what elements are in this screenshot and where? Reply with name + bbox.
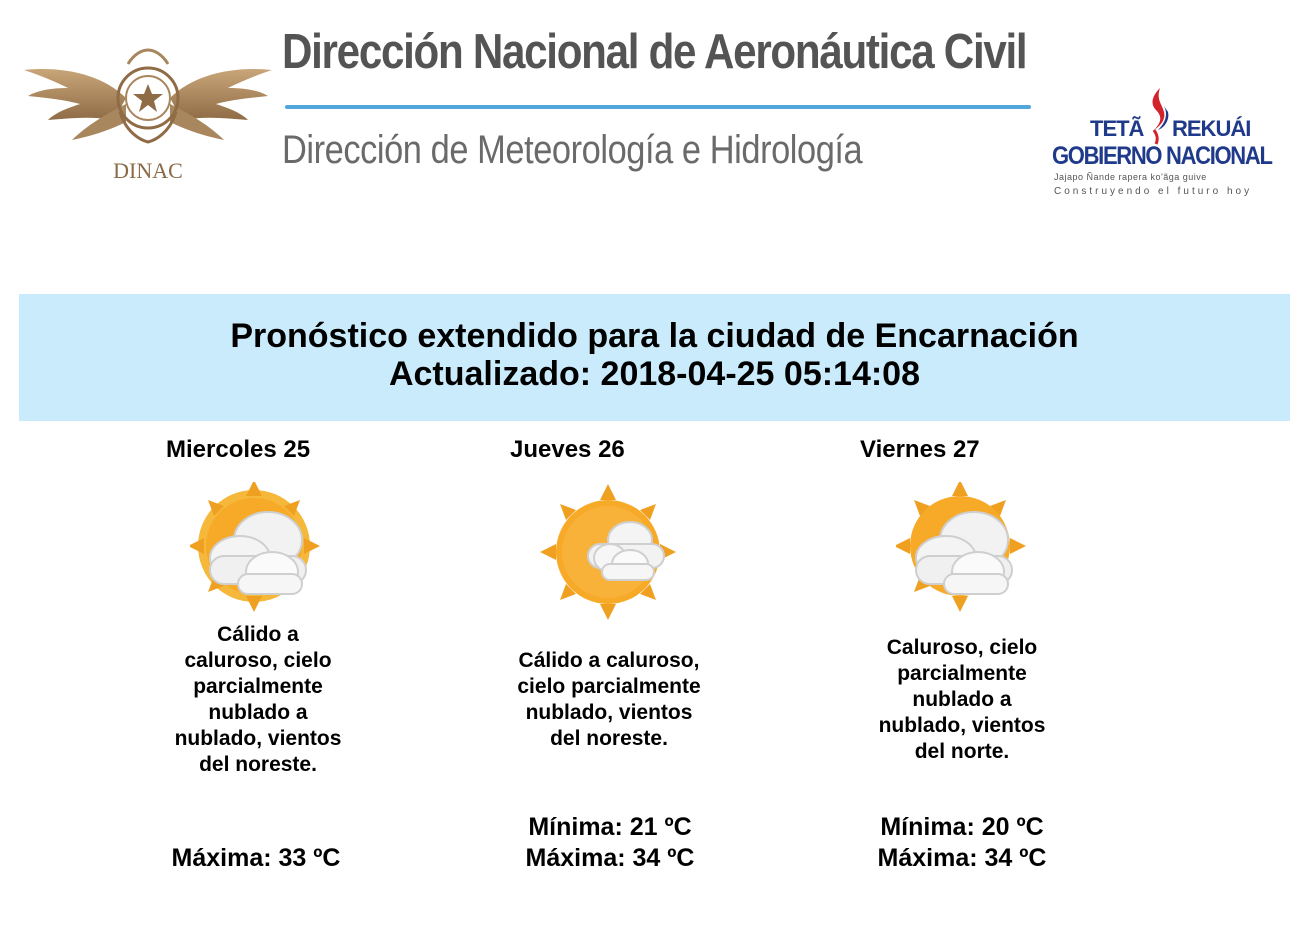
title-divider — [285, 105, 1031, 109]
day-name: Jueves 26 — [510, 436, 625, 463]
temperature-min: Mínima: 21 ºC — [528, 813, 692, 841]
gov-logo-guarani-slogan: Jajapo Ñande rapera ko'ãga guive — [1054, 172, 1207, 182]
description-line: parcialmente — [193, 675, 323, 698]
dinac-wings-emblem-icon — [22, 40, 274, 160]
description-line: nublado a — [208, 701, 308, 724]
description-line: cielo parcialmente — [517, 675, 701, 698]
dinac-logo-text: DINAC — [113, 158, 183, 183]
forecast-description — [858, 635, 1066, 765]
partly-cloudy-icon — [190, 482, 330, 622]
forecast-description — [156, 622, 360, 778]
gobierno-nacional-logo — [1046, 84, 1278, 202]
description-line: nublado, vientos — [525, 701, 693, 724]
forecast-banner — [19, 294, 1290, 421]
day-name: Viernes 27 — [860, 436, 980, 463]
temperature-max: Máxima: 34 ºC — [525, 844, 695, 872]
description-line: nublado, vientos — [878, 714, 1046, 737]
gov-logo-gobierno-nacional: GOBIERNO NACIONAL — [1052, 142, 1272, 170]
description-line: Cálido a — [217, 623, 299, 646]
description-line: parcialmente — [897, 662, 1027, 685]
gov-logo-rekuai: REKUÁI — [1172, 116, 1251, 141]
description-line: nublado, vientos — [174, 727, 342, 750]
temperature-max: Máxima: 33 ºC — [171, 844, 341, 872]
temperature-max: Máxima: 34 ºC — [877, 844, 1047, 872]
description-line: caluroso, cielo — [184, 649, 332, 672]
dinac-logo — [22, 40, 274, 195]
updated-timestamp: Actualizado: 2018-04-25 05:14:08 — [388, 355, 921, 393]
flag-flame-icon — [1146, 86, 1170, 146]
description-line: del norte. — [914, 740, 1010, 763]
forecast-title: Pronóstico extendido para la ciudad de Encarnación — [230, 317, 1079, 355]
forecast-description — [506, 648, 712, 752]
partly-cloudy-icon — [896, 482, 1036, 622]
mostly-sunny-icon — [538, 482, 678, 622]
temperature-min: Mínima: 20 ºC — [880, 813, 1044, 841]
description-line: nublado a — [912, 688, 1012, 711]
description-line: Caluroso, cielo — [886, 636, 1038, 659]
org-subtitle: Dirección de Meteorología e Hidrología — [282, 128, 863, 172]
description-line: Cálido a caluroso, — [518, 649, 700, 672]
gov-logo-slogan: Construyendo el futuro hoy — [1054, 186, 1253, 197]
description-line: del noreste. — [199, 753, 317, 776]
org-title: Dirección Nacional de Aeronáutica Civil — [282, 25, 1027, 79]
day-name: Miercoles 25 — [166, 436, 311, 463]
page-header — [0, 0, 1316, 230]
gov-logo-teta: TETÃ — [1090, 116, 1144, 141]
description-line: del noreste. — [550, 727, 668, 750]
